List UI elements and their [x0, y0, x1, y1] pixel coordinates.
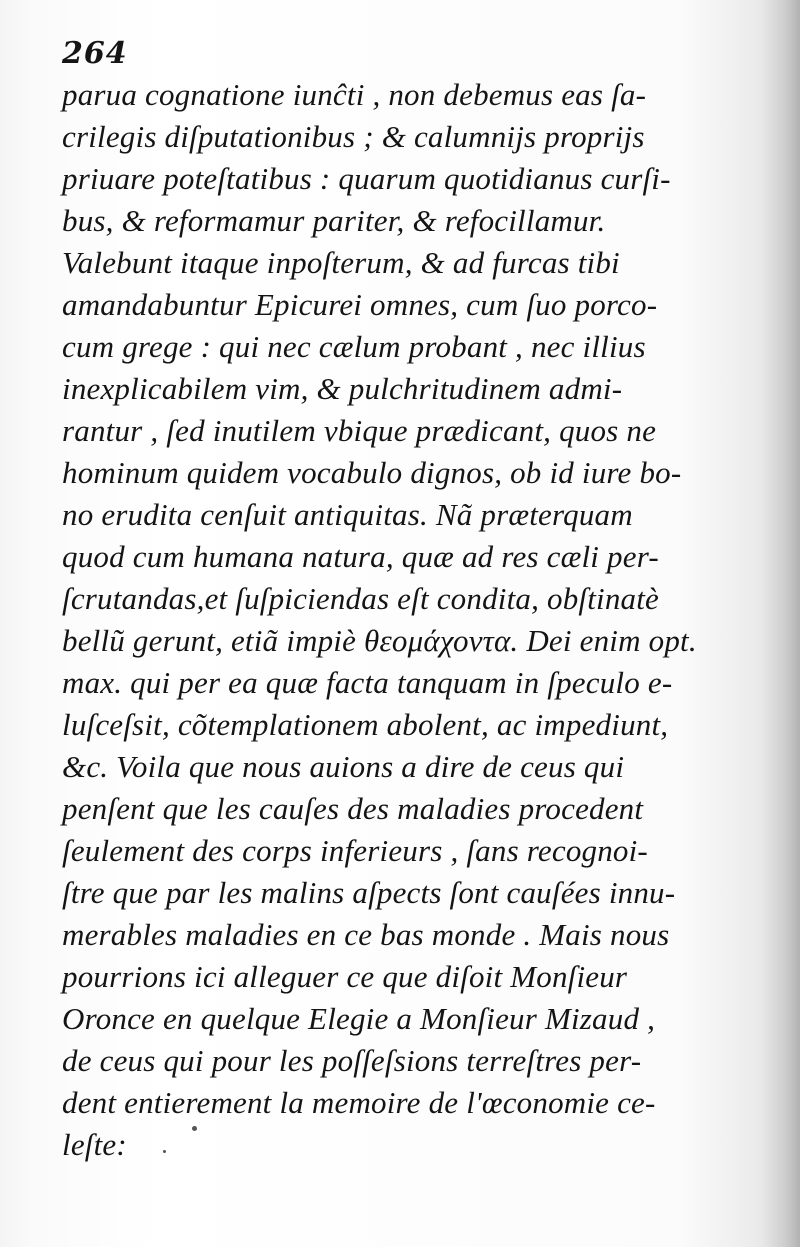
text-line: no erudita cenſuit antiquitas. Nã præterquam — [62, 497, 633, 532]
text-line: cum grege : qui nec cælum probant , nec illius — [62, 329, 646, 364]
text-line: max. qui per ea quæ facta tanquam in ſpeculo e- — [62, 665, 673, 700]
text-line: merables maladies en ce bas monde . Mais nous — [62, 917, 670, 952]
text-line: bellũ gerunt, etiã impiè θεομάχοντα. Dei enim opt. — [62, 623, 697, 658]
text-line: inexplicabilem vim, & pulchritudinem admi- — [62, 371, 623, 406]
text-line: crilegis diſputationibus ; & calumnijs proprijs — [62, 119, 645, 154]
ink-speck — [163, 1150, 166, 1153]
text-line: luſceſsit, cõtemplationem abolent, ac impediunt, — [62, 707, 669, 742]
body-text — [62, 74, 722, 1166]
text-line: parua cognatione iunĉti , non debemus eas ſa- — [62, 77, 647, 112]
text-line: Valebunt itaque inpoſterum, & ad furcas tibi — [62, 245, 620, 280]
text-line: pourrions ici alleguer ce que diſoit Monſieur — [62, 959, 628, 994]
text-line: de ceus qui pour les poſſeſsions terreſtres per- — [62, 1043, 642, 1078]
text-line: &c. Voila que nous auions a dire de ceus qui — [62, 749, 625, 784]
text-line: bus, & reformamur pariter, & refocillamur. — [62, 203, 606, 238]
text-line: ſeulement des corps inferieurs , ſans recognoi- — [62, 833, 648, 868]
text-line: Oronce en quelque Elegie a Monſieur Mizaud , — [62, 1001, 656, 1036]
text-line: hominum quidem vocabulo dignos, ob id iure bo- — [62, 455, 682, 490]
text-line: amandabuntur Epicurei omnes, cum ſuo porco- — [62, 287, 658, 322]
text-line: rantur , ſed inutilem vbique prædicant, quos ne — [62, 413, 657, 448]
text-line: ſcrutandas,et ſuſpiciendas eſt condita, obſtinatè — [62, 581, 659, 616]
text-line: ſtre que par les malins aſpects ſont cauſées innu- — [62, 875, 676, 910]
page-number: 264 — [62, 36, 128, 71]
text-line: dent entierement la memoire de l'œconomie ce- — [62, 1085, 656, 1120]
binding-shadow — [762, 0, 800, 1247]
text-line: leſte: — [62, 1127, 127, 1162]
text-line: quod cum humana natura, quæ ad res cæli per- — [62, 539, 659, 574]
text-line: priuare poteſtatibus : quarum quotidianus curſi- — [62, 161, 671, 196]
ink-speck — [192, 1126, 197, 1131]
text-line: penſent que les cauſes des maladies procedent — [62, 791, 644, 826]
